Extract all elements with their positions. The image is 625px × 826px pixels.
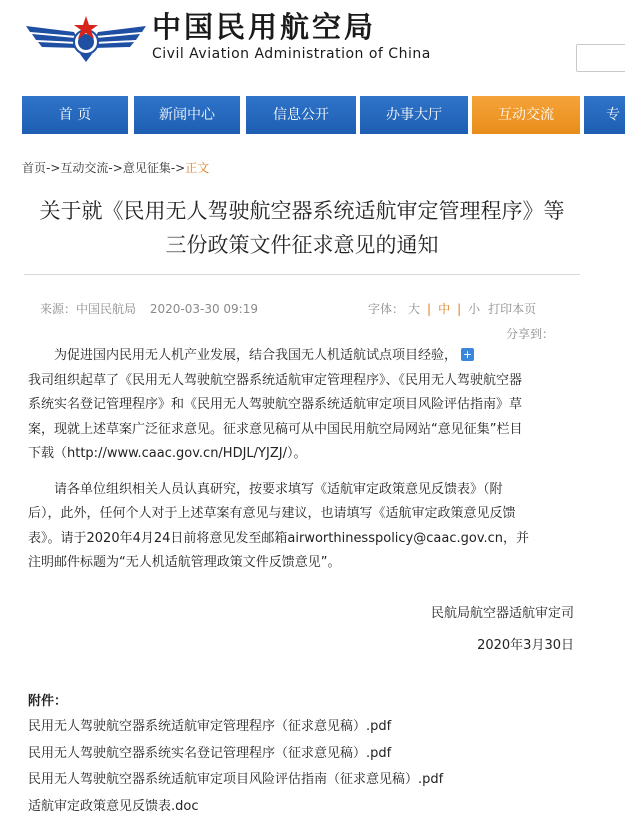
title-divider <box>24 274 580 275</box>
caac-emblem-icon[interactable] <box>24 14 148 64</box>
breadcrumb-sep: -> <box>108 161 123 175</box>
breadcrumb-home[interactable]: 首页 <box>22 161 47 175</box>
article-body <box>28 344 580 576</box>
paragraph-line: 下载（http://www.caac.gov.cn/HDJL/YJZJ/）。 <box>28 446 307 461</box>
paragraph-line: 案，现就上述草案广泛征求意见。征求意见稿可从中国民用航空局网站“意见征集”栏目 <box>28 421 523 437</box>
attachment-link[interactable]: 民用无人驾驶航空器系统适航审定项目风险评估指南（征求意见稿）.pdf <box>28 772 444 787</box>
paragraph-line: 后），此外，任何个人对于上述草案有意见与建议，也请填写《适航审定政策意见反馈 <box>28 506 516 521</box>
paragraph-1 <box>28 344 580 467</box>
share-plus-icon[interactable]: + <box>462 348 473 361</box>
site-title-cn: 中国民用航空局 <box>152 10 377 44</box>
article-meta <box>40 300 268 317</box>
signature: 民航局航空器适航审定司 <box>430 606 574 621</box>
font-size-medium[interactable]: 中 <box>438 302 451 316</box>
main-nav <box>0 96 625 134</box>
breadcrumb <box>22 159 209 176</box>
paragraph-line: 注明邮件标题为“无人机适航管理政策文件反馈意见”。 <box>28 555 341 570</box>
print-link[interactable]: 打印本页 <box>488 302 537 316</box>
nav-news[interactable]: 新闻中心 <box>134 96 240 134</box>
nav-info[interactable]: 信息公开 <box>246 96 356 134</box>
site-header <box>0 0 625 80</box>
font-size-controls: 字体： 大 | 中 | 小 打印本页 <box>368 302 537 316</box>
paragraph-line: 表》。请于2020年4月24日前将意见发至邮箱airworthinesspolicy@caac.gov.cn，并 <box>28 530 530 546</box>
title-line: 三份政策文件征求意见的通知 <box>165 233 439 257</box>
paragraph-line: 请各单位组织相关人员认真研究，按要求填写《适航审定政策意见反馈表》（附 <box>54 481 503 497</box>
signature-date: 2020年3月30日 <box>477 638 574 653</box>
font-size-label: 字体： <box>368 302 405 316</box>
page-title <box>24 194 580 262</box>
article-datetime: 2020-03-30 09:19 <box>149 302 258 316</box>
breadcrumb-sep: -> <box>46 161 61 175</box>
paragraph-2 <box>28 478 580 576</box>
attachment-link[interactable]: 民用无人驾驶航空器系统实名登记管理程序（征求意见稿）.pdf <box>28 745 392 761</box>
breadcrumb-interaction[interactable]: 互动交流 <box>60 161 109 175</box>
nav-home[interactable]: 首 页 <box>22 96 128 134</box>
share-label: 分享到： <box>506 327 555 341</box>
breadcrumb-feedback[interactable]: 意见征集 <box>122 161 171 175</box>
search-input[interactable] <box>576 44 625 72</box>
article-source: 来源：中国民航局 <box>40 302 137 316</box>
nav-services[interactable]: 办事大厅 <box>360 96 468 134</box>
breadcrumb-current: 正文 <box>185 161 210 175</box>
attachments-title: 附件： <box>28 694 68 709</box>
paragraph-line: 为促进国内民用无人机产业发展，结合我国无人机适航试点项目经验， + <box>54 348 473 363</box>
font-size-large[interactable]: 大 <box>408 302 421 316</box>
attachment-link[interactable]: 民用无人驾驶航空器系统适航审定管理程序（征求意见稿）.pdf <box>28 719 392 734</box>
paragraph-line: 我司组织起草了《民用无人驾驶航空器系统适航审定管理程序》、《民用无人驾驶航空器 <box>28 372 523 388</box>
breadcrumb-sep: -> <box>170 161 186 175</box>
attachment-link[interactable]: 适航审定政策意见反馈表.doc <box>28 798 199 814</box>
paragraph-line: 系统实名登记管理程序》和《民用无人驾驶航空器系统适航审定项目风险评估指南》草 <box>28 397 523 412</box>
font-size-small[interactable]: 小 <box>468 302 481 316</box>
attachments-list <box>28 714 443 820</box>
nav-special[interactable]: 专 <box>584 96 625 134</box>
site-title-en: Civil Aviation Administration of China <box>152 46 431 62</box>
nav-interaction[interactable]: 互动交流 <box>472 96 580 134</box>
title-line: 关于就《民用无人驾驶航空器系统适航审定管理程序》等 <box>39 199 565 223</box>
